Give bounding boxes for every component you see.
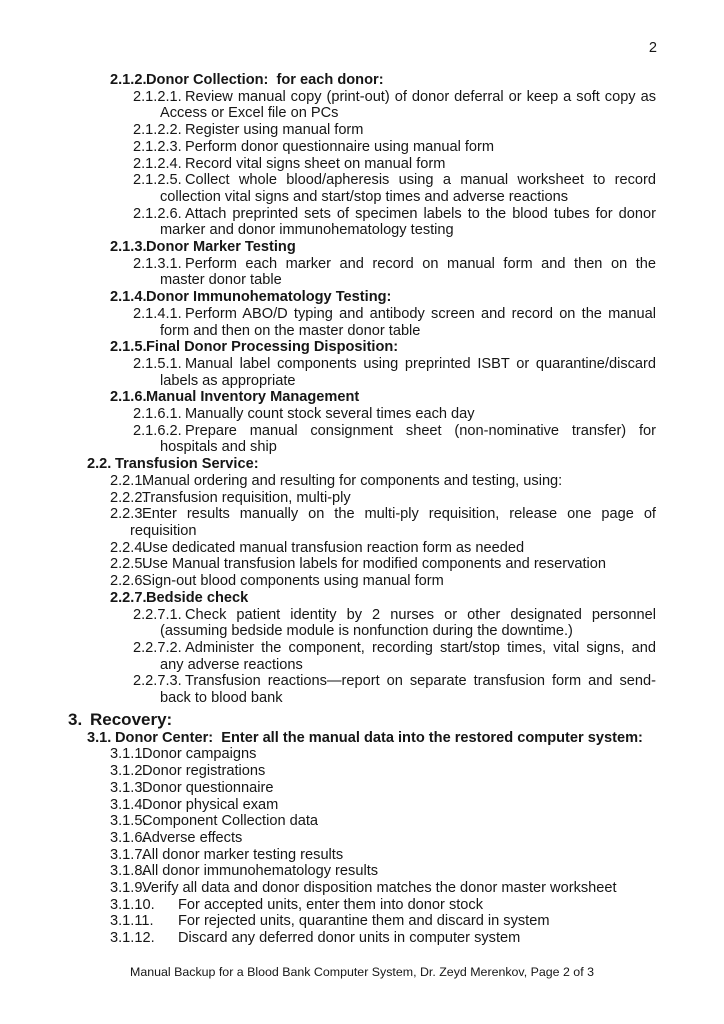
item-text-line: Manual ordering and resulting for components and testing, using: bbox=[142, 472, 563, 489]
item-number: 2.2.3. bbox=[110, 506, 147, 523]
outline-item bbox=[0, 813, 724, 830]
item-number: 3.1.12. bbox=[110, 930, 155, 947]
item-text-line: Recovery: bbox=[90, 709, 173, 729]
item-number: 3.1.3. bbox=[110, 779, 147, 796]
item-text-line: hospitals and ship bbox=[160, 439, 277, 456]
item-text-line: Prepare manual consignment sheet (non-nominative transfer) for bbox=[185, 422, 656, 439]
item-text-line: Perform donor questionnaire using manual form bbox=[185, 138, 495, 155]
outline-item bbox=[0, 89, 724, 122]
outline-item bbox=[0, 880, 724, 897]
item-number: 2.1.2. bbox=[110, 72, 147, 88]
item-text-line: back to blood bank bbox=[160, 690, 283, 707]
outline-item bbox=[0, 122, 724, 139]
outline-item bbox=[0, 490, 724, 507]
outline-item bbox=[0, 172, 724, 205]
item-text-line: requisition bbox=[130, 522, 197, 539]
item-number: 2.1.2.5. bbox=[133, 172, 182, 189]
outline-item bbox=[0, 607, 724, 640]
item-text-line: Access or Excel file on PCs bbox=[160, 105, 339, 122]
item-text-line: Donor Collection: for each donor: bbox=[146, 72, 384, 88]
item-number: 3.1.11. bbox=[110, 913, 154, 930]
outline-item bbox=[0, 423, 724, 456]
outline-item bbox=[0, 673, 724, 706]
outline-item bbox=[0, 456, 724, 473]
item-text-line: Administer the component, recording start/stop times, vital signs, and bbox=[185, 639, 656, 656]
item-number: 2.1.2.6. bbox=[133, 205, 182, 222]
item-number: 2.1.5.1. bbox=[133, 355, 182, 372]
item-number: 2.1.3. bbox=[110, 239, 147, 256]
item-number: 2.2.1. bbox=[110, 472, 147, 489]
item-text-line: Collect whole blood/apheresis using a manual worksheet to record bbox=[185, 172, 656, 189]
outline-item bbox=[0, 709, 724, 730]
outline-item bbox=[0, 780, 724, 797]
item-number: 2.2.4. bbox=[110, 539, 147, 556]
item-text-line: any adverse reactions bbox=[160, 656, 303, 673]
item-number: 3.1.10. bbox=[110, 896, 155, 913]
item-text-line: Manual label components using preprinted ISBT or quarantine/discard bbox=[185, 355, 656, 372]
outline-item bbox=[0, 206, 724, 239]
item-number: 2.1.5. bbox=[110, 339, 147, 356]
item-text-line: Enter results manually on the multi-ply requisition, release one page of bbox=[142, 506, 656, 523]
outline-item bbox=[0, 763, 724, 780]
outline-item bbox=[0, 256, 724, 289]
item-text-line: Transfusion requisition, multi-ply bbox=[142, 489, 351, 506]
outline-item bbox=[0, 797, 724, 814]
item-text-line: Transfusion Service: bbox=[115, 456, 259, 473]
item-text-line: Attach preprinted sets of specimen labels to the blood tubes for donor bbox=[185, 205, 656, 222]
outline-item bbox=[0, 897, 724, 914]
item-number: 3. bbox=[68, 709, 83, 729]
page-number: 2 bbox=[648, 40, 657, 56]
item-number: 2.1.2.2. bbox=[133, 122, 182, 139]
item-number: 3.1.7. bbox=[110, 846, 147, 863]
item-number: 3.1.8. bbox=[110, 863, 147, 880]
outline-item bbox=[0, 556, 724, 573]
item-text-line: collection vital signs and start/stop times and adverse reactions bbox=[160, 188, 569, 205]
item-text-line: labels as appropriate bbox=[160, 372, 296, 389]
item-text-line: Donor registrations bbox=[142, 763, 266, 780]
item-text-line: Verify all data and donor disposition matches the donor master worksheet bbox=[142, 880, 617, 897]
item-number: 3.1.2. bbox=[110, 763, 147, 780]
item-text-line: Discard any deferred donor units in computer system bbox=[178, 930, 521, 947]
item-text-line: Manual Inventory Management bbox=[146, 389, 360, 406]
item-number: 3.1.1. bbox=[110, 746, 147, 763]
item-number: 2.1.6.1. bbox=[133, 406, 182, 423]
outline-item bbox=[0, 356, 724, 389]
item-text-line: Review manual copy (print-out) of donor deferral or keep a soft copy as bbox=[185, 88, 656, 105]
item-number: 2.1.2.4. bbox=[133, 155, 182, 172]
item-number: 2.1.3.1. bbox=[133, 255, 182, 272]
item-text-line: Donor Marker Testing bbox=[146, 239, 296, 256]
item-text-line: Sign-out blood components using manual form bbox=[142, 573, 444, 590]
outline-item bbox=[0, 730, 724, 747]
outline-item bbox=[0, 473, 724, 490]
item-text-line: Donor physical exam bbox=[142, 796, 279, 813]
item-text-line: Perform each marker and record on manual form and then on the bbox=[185, 255, 656, 272]
item-number: 3.1. bbox=[87, 729, 112, 746]
item-number: 2.2.7.1. bbox=[133, 606, 182, 623]
item-text-line: All donor immunohematology results bbox=[142, 863, 379, 880]
outline-item bbox=[0, 239, 724, 256]
outline-item bbox=[0, 863, 724, 880]
outline-item bbox=[0, 573, 724, 590]
item-text-line: master donor table bbox=[160, 272, 282, 289]
outline-item bbox=[0, 289, 724, 306]
outline-item bbox=[0, 306, 724, 339]
item-number: 2.2.6. bbox=[110, 573, 147, 590]
outline-item bbox=[0, 540, 724, 557]
item-number: 3.1.9. bbox=[110, 880, 147, 897]
item-text-line: marker and donor immunohematology testing bbox=[160, 222, 454, 239]
item-text-line: Use Manual transfusion labels for modified components and reservation bbox=[142, 556, 607, 573]
item-text-line: Donor Immunohematology Testing: bbox=[146, 289, 392, 306]
item-text-line: form and then on the master donor table bbox=[160, 322, 421, 339]
item-text-line: Transfusion reactions—report on separate transfusion form and send- bbox=[185, 673, 656, 690]
outline-item bbox=[0, 389, 724, 406]
item-number: 2.1.2.3. bbox=[133, 138, 182, 155]
item-number: 3.1.5. bbox=[110, 813, 147, 830]
item-number: 2.2.7.2. bbox=[133, 639, 182, 656]
outline-item bbox=[0, 746, 724, 763]
outline-item bbox=[0, 913, 724, 930]
item-text-line: Manually count stock several times each day bbox=[185, 406, 475, 423]
outline-item bbox=[0, 640, 724, 673]
item-text-line: Use dedicated manual transfusion reaction form as needed bbox=[142, 539, 525, 556]
item-text-line: Perform ABO/D typing and antibody screen and record on the manual bbox=[185, 305, 656, 322]
page-footer: Manual Backup for a Blood Bank Computer System, Dr. Zeyd Merenkov, Page 2 of 3 bbox=[130, 965, 594, 979]
outline bbox=[0, 72, 724, 947]
item-number: 2.2.2. bbox=[110, 489, 147, 506]
item-text-line: Adverse effects bbox=[142, 829, 243, 846]
item-number: 3.1.6. bbox=[110, 829, 147, 846]
item-text-line: Check patient identity by 2 nurses or other designated personnel bbox=[185, 606, 656, 623]
outline-item bbox=[0, 830, 724, 847]
item-number: 2.1.2.1. bbox=[133, 88, 182, 105]
item-number: 2.2.7.3. bbox=[133, 673, 182, 690]
item-number: 2.1.4. bbox=[110, 289, 147, 306]
outline-item bbox=[0, 72, 724, 89]
item-number: 2.1.6. bbox=[110, 389, 147, 406]
item-number: 2.2. bbox=[87, 456, 112, 473]
item-text-line: Record vital signs sheet on manual form bbox=[185, 155, 446, 172]
item-text-line: Component Collection data bbox=[142, 813, 319, 830]
outline-item bbox=[0, 590, 724, 607]
item-text-line: For accepted units, enter them into donor stock bbox=[178, 896, 484, 913]
item-text-line: All donor marker testing results bbox=[142, 846, 344, 863]
item-text-line: Donor Center: Enter all the manual data into the restored computer system: bbox=[115, 729, 643, 746]
outline-item bbox=[0, 406, 724, 423]
item-number: 2.1.4.1. bbox=[133, 305, 182, 322]
item-text-line: For rejected units, quarantine them and discard in system bbox=[178, 913, 550, 930]
item-text-line: Final Donor Processing Disposition: bbox=[146, 339, 399, 356]
item-text-line: Donor campaigns bbox=[142, 746, 257, 763]
outline-item bbox=[0, 339, 724, 356]
item-text-line: Register using manual form bbox=[185, 122, 364, 139]
item-text-line: (assuming bedside module is nonfunction during the downtime.) bbox=[160, 623, 573, 640]
item-text-line: Donor questionnaire bbox=[142, 779, 274, 796]
outline-item bbox=[0, 156, 724, 173]
item-number: 3.1.4. bbox=[110, 796, 147, 813]
item-number: 2.1.6.2. bbox=[133, 422, 182, 439]
outline-item bbox=[0, 847, 724, 864]
outline-item bbox=[0, 506, 724, 539]
outline-item bbox=[0, 930, 724, 947]
outline-item bbox=[0, 139, 724, 156]
item-number: 2.2.7. bbox=[110, 589, 147, 606]
item-number: 2.2.5. bbox=[110, 556, 147, 573]
item-text-line: Bedside check bbox=[146, 589, 249, 606]
